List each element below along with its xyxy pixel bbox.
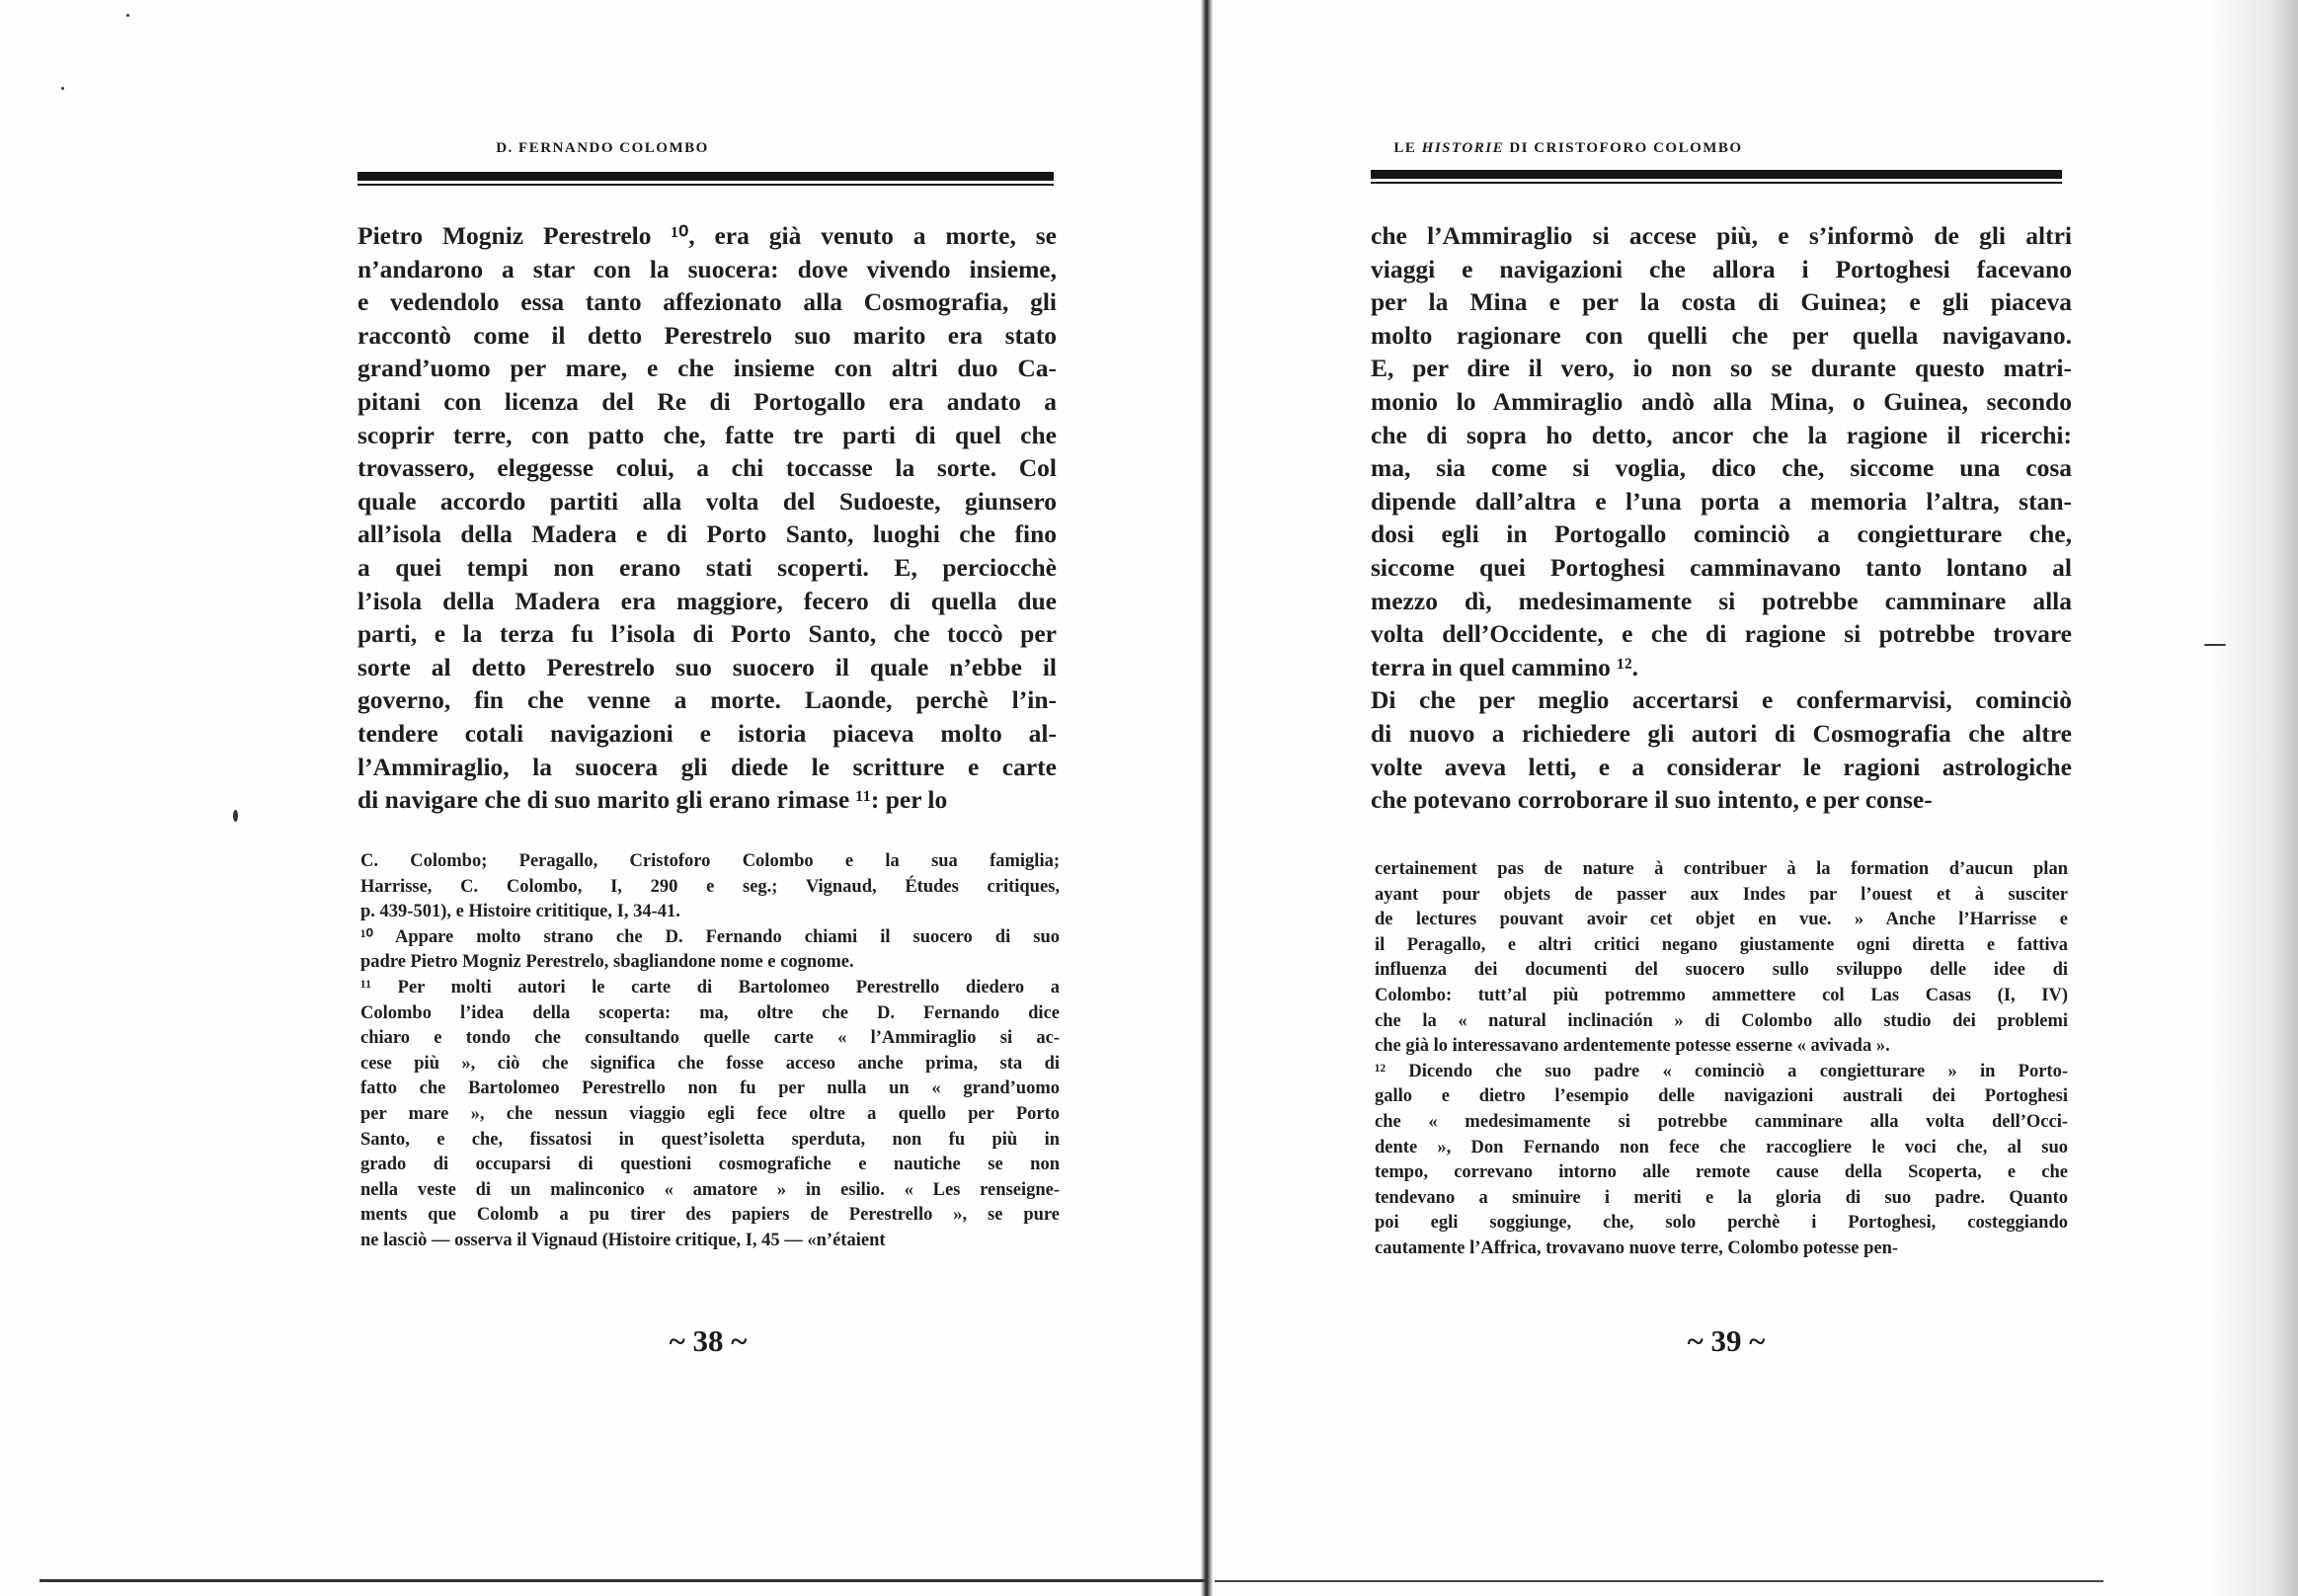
text-line: C. Colombo; Peragallo, Cristoforo Colombo e la sua famiglia; — [360, 851, 1060, 871]
left-page-number: ~ 38 ~ — [669, 1323, 748, 1358]
text-line: Colombo l’idea della scoperta: ma, oltre che D. Fernando dice — [360, 1002, 1060, 1023]
right-head-rule — [1371, 170, 2062, 184]
text-line: viaggi e navigazioni che allora i Portoghesi facevano — [1371, 254, 2072, 283]
text-line: fatto che Bartolomeo Perestrello non fu per nulla un « grand’uomo — [360, 1078, 1060, 1099]
right-footnotes — [1375, 857, 2068, 1262]
bottom-edge-rule — [1215, 1580, 2103, 1582]
text-line: ments que Colomb a pu tirer des papiers de Perestrello », se pure — [360, 1205, 1060, 1226]
text-line: mezzo dì, medesimamente si potrebbe camminare alla — [1371, 586, 2072, 615]
text-line: all’isola della Madera e di Porto Santo, luoghi che fino — [357, 519, 1057, 549]
text-line: Di che per meglio accertarsi e confermarvisi, cominciò — [1371, 685, 2072, 715]
text-line: p. 439-501), e Histoire crititique, I, 34-41. — [360, 902, 680, 922]
margin-speck — [233, 810, 238, 822]
text-line: grand’uomo per mare, e che insieme con altri duo Ca- — [357, 354, 1057, 383]
text-line: Santo, e che, fissatosi in quest’isoletta sperduta, non fu più in — [360, 1129, 1060, 1150]
text-line: scoprir terre, con patto che, fatte tre parti di quel che — [357, 420, 1057, 449]
text-line: sorte al detto Perestrelo suo suocero il quale n’ebbe il — [357, 652, 1057, 681]
margin-speck — [61, 87, 64, 90]
text-line: che l’Ammiraglio si accese più, e s’informò de gli altri — [1371, 221, 2072, 250]
text-line: ¹⁰ Appare molto strano che D. Fernando chiami il suocero di suo — [360, 926, 1060, 947]
text-line: quale accordo partiti alla volta del Sudoeste, giunsero — [357, 486, 1057, 516]
text-line: tendevano a sminuire i meriti e la gloria di suo padre. Quanto — [1375, 1187, 2068, 1208]
margin-speck — [126, 14, 129, 17]
text-line: pitani con licenza del Re di Portogallo era andato a — [357, 386, 1057, 416]
text-line: Harrisse, C. Colombo, I, 290 e seg.; Vignaud, Études critiques, — [360, 876, 1060, 897]
running-head-prefix: LE — [1393, 140, 1417, 156]
text-line: tempo, correvano intorno alle remote cause della Scoperta, e che — [1375, 1162, 2068, 1183]
right-page — [1213, 0, 2298, 1596]
left-running-head: D. FERNANDO COLOMBO — [496, 140, 709, 156]
text-line: cese più », ciò che significa che fosse acceso anche prima, sta di — [360, 1053, 1060, 1074]
text-line: ¹² Dicendo che suo padre « cominciò a congietturare » in Porto- — [1375, 1061, 2068, 1081]
right-page-number: ~ 39 ~ — [1687, 1323, 1766, 1358]
text-line: E, per dire il vero, io non so se durante questo matri- — [1371, 354, 2072, 383]
text-line: ma, sia come si voglia, dico che, siccome una cosa — [1371, 453, 2072, 483]
text-line: parti, e la terza fu l’isola di Porto Santo, che toccò per — [357, 619, 1057, 649]
text-line: e vedendolo essa tanto affezionato alla Cosmografia, gli — [357, 287, 1057, 317]
text-line: gallo e dietro l’esempio delle navigazioni australi dei Portoghesi — [1375, 1086, 2068, 1107]
text-line: che « medesimamente si potrebbe camminare alla volta dell’Occi- — [1375, 1111, 2068, 1132]
text-line: chiaro e tondo che consultando quelle carte « l’Ammiraglio si ac- — [360, 1028, 1060, 1049]
bottom-edge-rule — [40, 1579, 1205, 1582]
text-line: n’andarono a star con la suocera: dove vivendo insieme, — [357, 254, 1057, 283]
text-line: cautamente l’Affrica, trovavano nuove terre, Colombo potesse pen- — [1375, 1237, 1899, 1258]
text-line: di nuovo a richiedere gli autori di Cosmografia che altre — [1371, 718, 2072, 748]
text-line: l’Ammiraglio, la suocera gli diede le scritture e carte — [357, 752, 1057, 781]
text-line: che già lo interessavano ardentemente potesse esserne « avivada ». — [1375, 1036, 1890, 1057]
text-line: de lectures pouvant avoir cet objet en vue. » Anche l’Harrisse e — [1375, 910, 2068, 930]
text-line: Colombo: tutt’al più potremmo ammettere col Las Casas (I, IV) — [1375, 985, 2068, 1005]
text-line: che di sopra ho detto, ancor che la ragione il ricerchi: — [1371, 420, 2072, 449]
running-head-italic: HISTORIE — [1421, 140, 1505, 156]
text-line: volta dell’Occidente, e che di ragione si potrebbe trovare — [1371, 619, 2072, 649]
right-body-text — [1371, 219, 2072, 817]
text-line: per mare », che nessun viaggio egli fece oltre a quello per Porto — [360, 1103, 1060, 1124]
text-line: a quei tempi non erano stati scoperti. E, perciocchè — [357, 552, 1057, 582]
text-line: ¹¹ Per molti autori le carte di Bartolomeo Perestrello diedero a — [360, 977, 1060, 998]
text-line: governo, fin che venne a morte. Laonde, perchè l’in- — [357, 685, 1057, 715]
left-footnotes — [360, 849, 1060, 1254]
text-line: volte aveva letti, e a considerar le ragioni astrologiche — [1371, 752, 2072, 781]
book-gutter — [1201, 0, 1213, 1596]
text-line: nella veste di un malinconico « amatore » in esilio. « Les renseigne- — [360, 1179, 1060, 1200]
text-line: ne lasciò — osserva il Vignaud (Histoire critique, I, 45 — «n’étaient — [360, 1230, 886, 1250]
text-line: Pietro Mogniz Perestrelo ¹⁰, era già venuto a morte, se — [357, 221, 1057, 250]
page-edge-shadow — [2209, 0, 2298, 1596]
text-line: l’isola della Madera era maggiore, fecero di quella due — [357, 586, 1057, 615]
text-line: ayant pour objets de passer aux Indes par l’ouest et à susciter — [1375, 884, 2068, 905]
text-line: dente », Don Fernando non fece che raccogliere le voci che, al suo — [1375, 1137, 2068, 1157]
text-line: di navigare che di suo marito gli erano rimase ¹¹: per lo — [357, 785, 948, 815]
text-line: terra in quel cammino ¹². — [1371, 652, 1638, 681]
text-line: che la « natural inclinación » di Colombo allo studio dei problemi — [1375, 1010, 2068, 1031]
right-running-head — [1321, 140, 1815, 157]
text-line: siccome quei Portoghesi camminavano tanto lontano al — [1371, 552, 2072, 582]
text-line: certainement pas de nature à contribuer à la formation d’aucun plan — [1375, 859, 2068, 879]
text-line: che potevano corroborare il suo intento, e per conse- — [1371, 785, 1933, 815]
text-line: dosi egli in Portogallo cominciò a congietturare che, — [1371, 519, 2072, 549]
text-line: padre Pietro Mogniz Perestrelo, sbagliandone nome e cognome. — [360, 952, 854, 973]
running-head-suffix: DI CRISTOFORO COLOMBO — [1509, 140, 1743, 156]
text-line: il Peragallo, e altri critici negano giustamente ogni diretta e fattiva — [1375, 934, 2068, 955]
text-line: per la Mina e per la costa di Guinea; e gli piaceva — [1371, 287, 2072, 317]
text-line: tendere cotali navigazioni e istoria piaceva molto al- — [357, 718, 1057, 748]
text-line: dipende dall’altra e l’una porta a memoria l’altra, stan- — [1371, 486, 2072, 516]
text-line: poi egli soggiunge, che, solo perchè i Portoghesi, costeggiando — [1375, 1213, 2068, 1234]
text-line: trovassero, eleggesse colui, a chi toccasse la sorte. Col — [357, 453, 1057, 483]
text-line: influenza dei documenti del suocero sullo sviluppo delle idee di — [1375, 960, 2068, 981]
left-body-text — [357, 219, 1057, 817]
text-line: monio lo Ammiraglio andò alla Mina, o Guinea, secondo — [1371, 386, 2072, 416]
text-line: raccontò come il detto Perestrelo suo marito era stato — [357, 320, 1057, 350]
text-line: grado di occuparsi di questioni cosmografiche e nautiche se non — [360, 1155, 1060, 1175]
left-head-rule — [357, 172, 1054, 186]
text-line: molto ragionare con quelli che per quella navigavano. — [1371, 320, 2072, 350]
